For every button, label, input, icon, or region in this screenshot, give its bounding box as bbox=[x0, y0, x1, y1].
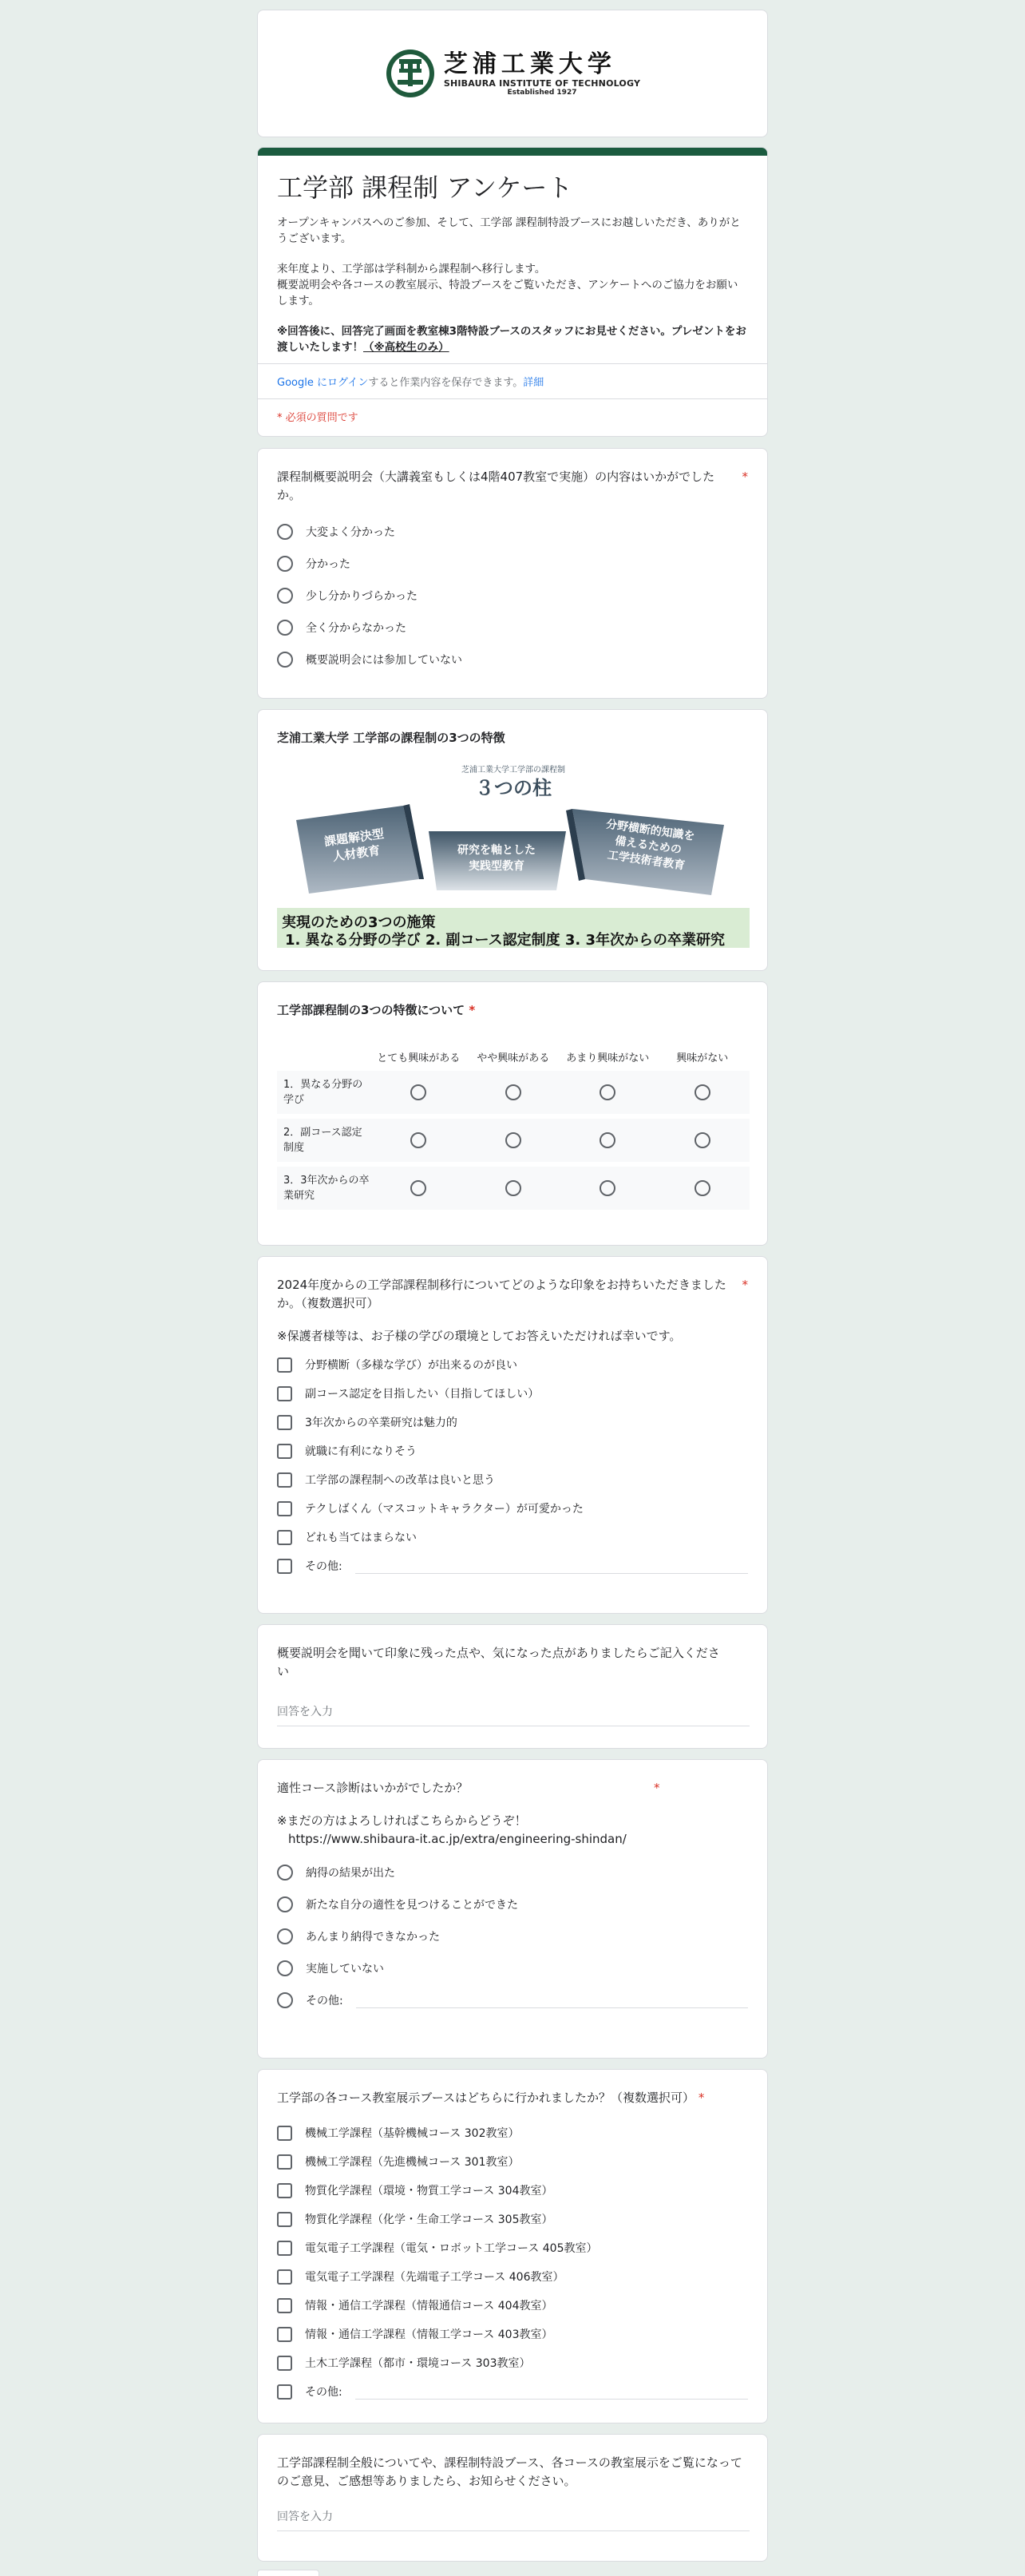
checkbox[interactable] bbox=[277, 2298, 292, 2313]
option-item[interactable] bbox=[277, 2233, 748, 2262]
option-item[interactable] bbox=[277, 1350, 748, 1379]
checkbox[interactable] bbox=[277, 1559, 292, 1574]
grid-cell bbox=[560, 1132, 655, 1148]
next-button[interactable] bbox=[257, 2570, 319, 2576]
desc-present bbox=[277, 323, 748, 355]
desc-transition bbox=[277, 261, 748, 309]
checkbox[interactable] bbox=[277, 1415, 292, 1430]
radio-button[interactable] bbox=[695, 1084, 710, 1100]
option-label: 工学部の課程制への改革は良いと思う bbox=[305, 1474, 495, 1487]
option-label: 3年次からの卒業研究は魅力的 bbox=[305, 1417, 457, 1429]
diagnosis-url[interactable]: https://www.shibaura-it.ac.jp/extra/engineering-shindan/ bbox=[288, 1832, 627, 1846]
option-item[interactable] bbox=[277, 1408, 748, 1437]
required-star: * bbox=[469, 1003, 476, 1017]
grid-cell bbox=[560, 1084, 655, 1100]
option-label: 納得の結果が出た bbox=[306, 1867, 395, 1880]
question-title bbox=[277, 1001, 748, 1020]
grid-cell bbox=[655, 1132, 750, 1148]
radio-button[interactable] bbox=[277, 1960, 293, 1976]
radio-button[interactable] bbox=[277, 1992, 293, 2008]
option-item[interactable] bbox=[277, 1494, 748, 1523]
option-label: 物質化学課程（環境・物質工学コース 304教室） bbox=[305, 2185, 553, 2198]
checkbox[interactable] bbox=[277, 2126, 292, 2141]
grid-cell bbox=[371, 1180, 466, 1196]
radio-button[interactable] bbox=[600, 1180, 615, 1196]
desc-line-a: 来年度より、工学部は学科制から課程制へ移行します。 bbox=[277, 263, 546, 275]
option-label: 実施していない bbox=[306, 1963, 384, 1976]
grid-row-label: 1．異なる分野の学び bbox=[283, 1079, 363, 1106]
question-title bbox=[277, 2089, 748, 2107]
option-label: 副コース認定を目指したい（目指してほしい） bbox=[305, 1388, 540, 1401]
checkbox[interactable] bbox=[277, 1444, 292, 1459]
required-star: * bbox=[698, 2091, 705, 2105]
option-item[interactable] bbox=[277, 580, 748, 612]
option-label: 土木工学課程（都市・環境コース 303教室） bbox=[305, 2357, 531, 2370]
radio-button[interactable] bbox=[505, 1180, 521, 1196]
pillars-caption-big: ３つの柱 bbox=[475, 777, 552, 799]
radio-button[interactable] bbox=[277, 1928, 293, 1944]
grid-column-header: やや興味がある bbox=[477, 1052, 550, 1064]
radio-button[interactable] bbox=[277, 1865, 293, 1880]
question-card-q7 bbox=[257, 2434, 768, 2562]
question-card-q6 bbox=[257, 2069, 768, 2423]
choice-grid bbox=[277, 1031, 750, 1210]
pillar-2-label: 研究を軸とした 実践型教育 bbox=[457, 844, 536, 873]
desc-line-b: 概要説明会や各コースの教室展示、特設ブースをご覧いただき、アンケートへのご協力をお願いします。 bbox=[277, 279, 738, 307]
form-title: 工学部 課程制 アンケート bbox=[277, 172, 573, 203]
checkbox[interactable] bbox=[277, 1386, 292, 1401]
option-other-label: その他: bbox=[305, 1560, 342, 1573]
option-item[interactable] bbox=[277, 1437, 748, 1465]
option-list bbox=[277, 516, 748, 676]
option-label: 就職に有利になりそう bbox=[305, 1445, 417, 1458]
option-label: どれも当てはまらない bbox=[305, 1532, 417, 1544]
required-star: * bbox=[654, 1781, 660, 1795]
grid-row-label: 2．副コース認定制度 bbox=[283, 1127, 362, 1154]
radio-button[interactable] bbox=[277, 652, 293, 668]
option-item[interactable] bbox=[277, 1952, 748, 1984]
checkbox[interactable] bbox=[277, 1501, 292, 1516]
required-star: * bbox=[742, 470, 748, 484]
login-row bbox=[258, 364, 767, 398]
required-note: * 必須の質問です bbox=[277, 412, 358, 424]
option-other-label: その他: bbox=[306, 1995, 343, 2007]
question-title: 概要説明会を聞いて印象に残った点や、気になった点がありましたらご記入ください bbox=[277, 1646, 720, 1678]
question-text: 2024年度からの工学部課程制移行についてどのような印象をお持ちいただきましたか。（複数選択可） bbox=[277, 1278, 726, 1310]
section-card bbox=[257, 709, 768, 971]
option-item[interactable] bbox=[277, 1465, 748, 1494]
other-text-input[interactable] bbox=[355, 2384, 748, 2400]
question-card-q2 bbox=[257, 981, 768, 1246]
answer-input[interactable]: 回答を入力 bbox=[277, 2508, 750, 2531]
desc-present-text: ※回答後に、回答完了画面を教室棟3階特設ブースのスタッフにお見せください。プレゼントをお渡しいたします！ bbox=[277, 325, 746, 354]
grid-row bbox=[277, 1071, 750, 1114]
grid-cell bbox=[466, 1132, 561, 1148]
question-text: 工学部の各コース教室展示ブースはどちらに行かれましたか？（複数選択可） bbox=[277, 2091, 695, 2105]
option-label: あんまり納得できなかった bbox=[306, 1931, 440, 1944]
checkbox[interactable] bbox=[277, 2154, 292, 2170]
option-label: 分野横断（多様な学び）が出来るのが良い bbox=[305, 1359, 517, 1372]
option-label: 電気電子工学課程（電気・ロボット工学コース 405教室） bbox=[305, 2242, 598, 2255]
option-item[interactable] bbox=[277, 612, 748, 644]
option-label: 物質化学課程（化学・生命工学コース 305教室） bbox=[305, 2213, 553, 2226]
option-other[interactable] bbox=[277, 1984, 748, 2016]
question-text: 適性コース診断はいかがでしたか？ bbox=[277, 1781, 469, 1795]
option-label: 新たな自分の適性を見つけることができた bbox=[306, 1899, 518, 1912]
grid-cell bbox=[466, 1084, 561, 1100]
pillar-3-label: 分野横断的知識を 備えるための 工学技術者教育 bbox=[605, 818, 696, 873]
option-item[interactable] bbox=[277, 1920, 748, 1952]
checkbox[interactable] bbox=[277, 2241, 292, 2256]
other-text-input[interactable] bbox=[355, 1558, 748, 1574]
required-star: * bbox=[742, 1278, 748, 1292]
title-accent-bar bbox=[258, 148, 767, 156]
checkbox[interactable] bbox=[277, 2356, 292, 2371]
grid-row bbox=[277, 1167, 750, 1210]
grid-column-header: あまり興味がない bbox=[566, 1052, 650, 1064]
option-item[interactable] bbox=[277, 2262, 748, 2291]
option-item[interactable] bbox=[277, 548, 748, 580]
banner-measures: 1. 異なる分野の学び 2. 副コース認定制度 3. 3年次からの卒業研究 bbox=[285, 932, 726, 949]
option-label: 機械工学課程（基幹機械コース 302教室） bbox=[305, 2127, 520, 2140]
question-note: ※保護者様等は、お子様の学びの環境としてお答えいただければ幸いです。 bbox=[277, 1329, 682, 1343]
option-item[interactable] bbox=[277, 516, 748, 548]
desc-thanks: オープンキャンパスへのご参加、そして、工学部 課程制特設ブースにお越しいただき、ありがとうございます。 bbox=[277, 216, 741, 245]
banner-title: 実現のための3つの施策 bbox=[282, 914, 436, 931]
grid-row-label: 3．3年次からの卒業研究 bbox=[283, 1175, 370, 1202]
option-other-label: その他: bbox=[305, 2386, 342, 2399]
grid-cell bbox=[466, 1180, 561, 1196]
grid-cell bbox=[371, 1084, 466, 1100]
grid-column-header: とても興味がある bbox=[377, 1052, 461, 1064]
grid-header bbox=[277, 1031, 750, 1066]
option-label: 分かった bbox=[306, 558, 350, 571]
question-title bbox=[277, 1779, 748, 1797]
desc-present-note: （※高校生のみ） bbox=[363, 341, 449, 354]
checkbox[interactable] bbox=[277, 2269, 292, 2285]
radio-button[interactable] bbox=[277, 556, 293, 572]
pillars-caption-small: 芝浦工業大学工学部の課程制 bbox=[461, 766, 565, 775]
logo-established: Established 1927 bbox=[507, 88, 577, 97]
option-item[interactable] bbox=[277, 2348, 748, 2377]
radio-button[interactable] bbox=[277, 588, 293, 604]
checkbox[interactable] bbox=[277, 2327, 292, 2342]
grid-cell bbox=[655, 1180, 750, 1196]
option-label: 機械工学課程（先進機械コース 301教室） bbox=[305, 2156, 520, 2169]
radio-button[interactable] bbox=[410, 1132, 426, 1148]
checkbox[interactable] bbox=[277, 1357, 292, 1373]
radio-button[interactable] bbox=[600, 1132, 615, 1148]
form-description bbox=[277, 215, 748, 355]
option-label: 情報・通信工学課程（情報通信コース 404教室） bbox=[305, 2300, 553, 2312]
radio-button[interactable] bbox=[695, 1180, 710, 1196]
grid-row bbox=[277, 1119, 750, 1162]
radio-button[interactable] bbox=[505, 1132, 521, 1148]
logo-english: SHIBAURA INSTITUTE OF TECHNOLOGY bbox=[443, 77, 641, 89]
option-label: 概要説明会には参加していない bbox=[306, 654, 462, 667]
grid-cell bbox=[655, 1084, 750, 1100]
form-title-card bbox=[257, 147, 768, 437]
option-item[interactable] bbox=[277, 2291, 748, 2320]
question-title bbox=[277, 468, 748, 505]
option-item[interactable] bbox=[277, 2118, 748, 2147]
header-card bbox=[257, 10, 768, 137]
question-title bbox=[277, 1276, 748, 1313]
checkbox[interactable] bbox=[277, 1472, 292, 1488]
option-item[interactable] bbox=[277, 644, 748, 676]
radio-button[interactable] bbox=[277, 620, 293, 636]
question-card-q3 bbox=[257, 1256, 768, 1614]
option-label: 大変よく分かった bbox=[306, 526, 395, 539]
checkbox[interactable] bbox=[277, 2384, 292, 2400]
option-item[interactable] bbox=[277, 2176, 748, 2205]
option-label: テクしばくん（マスコットキャラクター）が可愛かった bbox=[305, 1503, 584, 1516]
option-label: 情報・通信工学課程（情報工学コース 403教室） bbox=[305, 2328, 553, 2341]
radio-button[interactable] bbox=[277, 524, 293, 540]
question-note: ※まだの方はよろしければこちらからどうぞ！ bbox=[277, 1813, 527, 1828]
option-item[interactable] bbox=[277, 2147, 748, 2176]
question-card-q4 bbox=[257, 1624, 768, 1749]
login-text: すると作業内容を保存できます。 bbox=[368, 377, 524, 389]
section-title: 芝浦工業大学 工学部の課程制の3つの特徴 bbox=[277, 731, 505, 745]
university-logo bbox=[385, 48, 640, 99]
question-card-q1 bbox=[257, 448, 768, 699]
grid-cell bbox=[371, 1132, 466, 1148]
radio-button[interactable] bbox=[410, 1084, 426, 1100]
pillar-1-label: 課題解決型 人材教育 bbox=[323, 826, 385, 864]
measures-banner bbox=[277, 908, 750, 948]
question-title: 工学部課程制全般についてや、課程制特設ブース、各コースの教室展示をご覧になってのご意見、ご感想等ありましたら、お知らせください。 bbox=[277, 2455, 742, 2488]
option-item[interactable] bbox=[277, 1888, 748, 1920]
google-login-link[interactable]: Google にログイン bbox=[277, 377, 369, 389]
checkbox[interactable] bbox=[277, 2183, 292, 2198]
option-item[interactable] bbox=[277, 2205, 748, 2233]
option-label: 電気電子工学課程（先端電子工学コース 406教室） bbox=[305, 2271, 564, 2284]
checkbox[interactable] bbox=[277, 2212, 292, 2227]
question-text: 課程制概要説明会（大講義室もしくは4階407教室で実施）の内容はいかがでしたか。 bbox=[277, 470, 715, 502]
radio-button[interactable] bbox=[505, 1084, 521, 1100]
option-item[interactable] bbox=[277, 2320, 748, 2348]
option-list bbox=[277, 1857, 748, 1984]
option-label: 少し分かりづらかった bbox=[306, 590, 418, 603]
radio-button[interactable] bbox=[695, 1132, 710, 1148]
option-item[interactable] bbox=[277, 1379, 748, 1408]
radio-button[interactable] bbox=[277, 1896, 293, 1912]
other-text-input[interactable] bbox=[356, 1992, 748, 2008]
answer-input[interactable]: 回答を入力 bbox=[277, 1703, 750, 1726]
option-item[interactable] bbox=[277, 1857, 748, 1888]
option-item[interactable] bbox=[277, 1523, 748, 1552]
university-seal-icon bbox=[385, 48, 436, 99]
radio-button[interactable] bbox=[410, 1180, 426, 1196]
option-list bbox=[277, 1350, 748, 1552]
option-list bbox=[277, 2118, 748, 2377]
grid-column-header: 興味がない bbox=[676, 1052, 729, 1064]
login-details-link[interactable]: 詳細 bbox=[523, 377, 544, 389]
question-card-q5 bbox=[257, 1759, 768, 2059]
option-other[interactable] bbox=[277, 2377, 748, 2406]
three-pillars-image bbox=[277, 759, 750, 948]
checkbox[interactable] bbox=[277, 1530, 292, 1545]
option-other[interactable] bbox=[277, 1552, 748, 1580]
grid-cell bbox=[560, 1180, 655, 1196]
option-label: 全く分からなかった bbox=[306, 622, 406, 635]
logo-japanese: 芝浦工業大学 bbox=[443, 50, 616, 78]
question-text: 工学部課程制の3つの特徴について bbox=[277, 1003, 465, 1017]
radio-button[interactable] bbox=[600, 1084, 615, 1100]
